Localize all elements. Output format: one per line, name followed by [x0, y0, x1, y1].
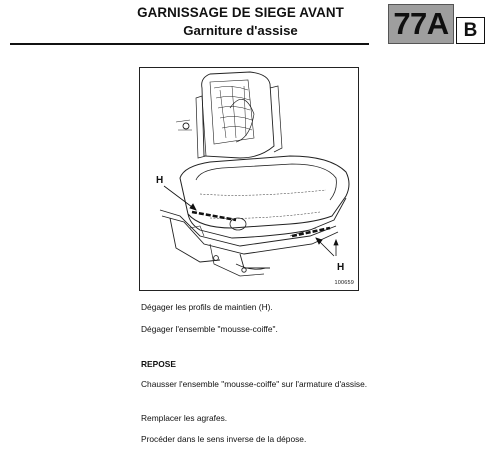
page-subtitle: Garniture d'assise — [183, 23, 298, 39]
seat-back — [176, 72, 282, 158]
step-reverse-procedure: Procéder dans le sens inverse de la dépose. — [141, 434, 307, 444]
callout-h-left: H — [156, 175, 164, 186]
section-code-badge: 77A — [388, 4, 454, 44]
seat-illustration — [139, 67, 359, 291]
seat-rails — [160, 210, 338, 276]
section-heading-repose: REPOSE — [141, 359, 176, 369]
figure-reference: 100659 — [334, 280, 354, 286]
variant-badge: B — [456, 17, 485, 44]
step-remove-foam-cover: Dégager l'ensemble "mousse-coiffe". — [141, 324, 278, 334]
page-title: GARNISSAGE DE SIEGE AVANT — [137, 5, 344, 20]
seat-cushion — [180, 156, 349, 238]
header-rule — [10, 43, 369, 45]
page-header — [118, 6, 363, 38]
seat-drawing — [140, 68, 360, 292]
step-replace-clips: Remplacer les agrafes. — [141, 413, 228, 423]
retaining-profiles — [192, 212, 330, 236]
step-fit-foam-cover: Chausser l'ensemble "mousse-coiffe" sur l'armature d'assise. — [141, 379, 368, 389]
step-dismantle-profiles: Dégager les profils de maintien (H). — [141, 302, 273, 312]
callout-h-right: H — [337, 262, 345, 273]
